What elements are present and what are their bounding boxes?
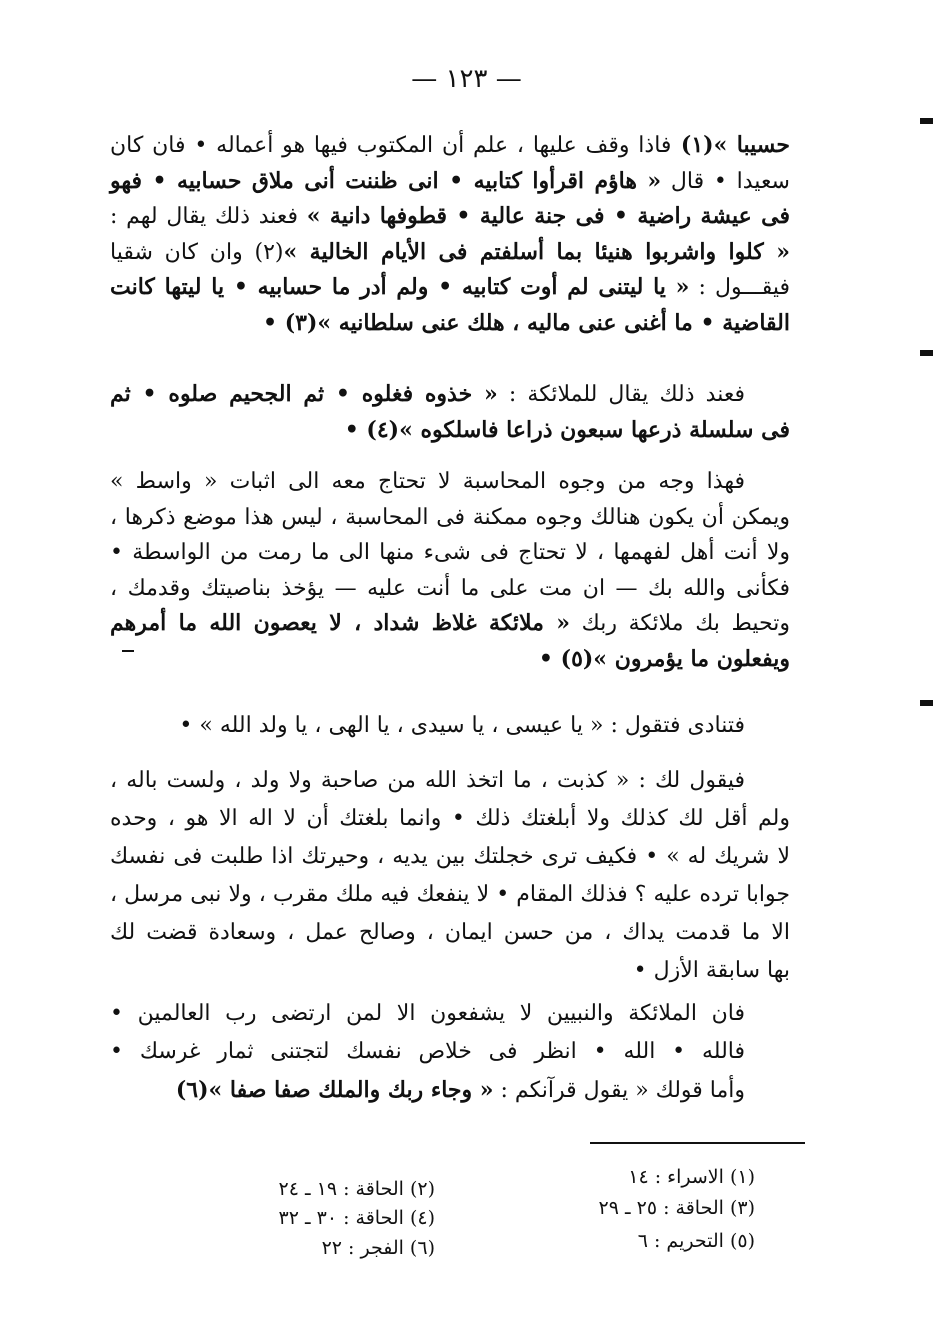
text-line bbox=[110, 1071, 790, 1110]
paragraph bbox=[110, 762, 790, 990]
body-text: سعيدا • قال bbox=[661, 168, 790, 194]
text-line bbox=[110, 995, 790, 1033]
text-line bbox=[110, 876, 790, 914]
body-text: فعند ذلك يقال للملائكة : bbox=[497, 382, 745, 407]
body-text: فان الملائكة والنبيين لا يشفعون الا لمن ارتضى رب العالمين • bbox=[110, 1001, 745, 1026]
body-text: لا شريك له » • فكيف ترى خجلتك بين يديه ، وحيرتك اذا طلبت فى نفسك bbox=[110, 844, 790, 869]
footnote-1: (١) الاسراء : ١٤ bbox=[628, 1166, 755, 1188]
body-text: فاذا وقف عليها ، علم أن المكتوب فيها هو أعماله • فان كان bbox=[110, 133, 672, 158]
body-text: (٢) وان كان شقيا bbox=[110, 239, 284, 265]
footnote-divider bbox=[590, 1142, 805, 1144]
margin-mark bbox=[920, 350, 933, 356]
footnote-2: (٢) الحاقة : ١٩ ـ ٢٤ bbox=[278, 1178, 435, 1200]
text-line bbox=[110, 606, 790, 642]
body-text: ويمكن أن يكون هنالك وجوه ممكنة فى المحاسبة ، ليس هذا موضع ذكرها ، bbox=[110, 504, 790, 530]
paragraph bbox=[110, 377, 790, 448]
footnote-4: (٤) الحاقة : ٣٠ ـ ٣٢ bbox=[278, 1207, 435, 1229]
paragraph bbox=[110, 464, 790, 677]
body-text: وتحيط بك ملائكة ربك bbox=[570, 611, 791, 636]
quran-quote-text: ويفعلون ما يؤمرون »(٥) • bbox=[538, 645, 790, 672]
text-line bbox=[110, 464, 790, 500]
quran-quote-text: « ملائكة غلاظ شداد ، لا يعصون الله ما أمرهم bbox=[110, 610, 571, 636]
quran-quote-text: فى عيشة راضية • فى جنة عالية • قطوفها دانية » bbox=[306, 203, 790, 229]
footnote-3: (٣) الحاقة : ٢٥ ـ ٢٩ bbox=[598, 1197, 755, 1219]
text-line bbox=[110, 642, 790, 678]
footnote-6: (٦) الفجر : ٢٢ bbox=[321, 1237, 435, 1259]
margin-mark bbox=[920, 118, 933, 124]
footnote-5: (٥) التحريم : ٦ bbox=[637, 1230, 755, 1252]
body-text: ولا أنت أهل لفهمها ، لا تحتاج فى شىء منها الى ما رمت من الواسطة • bbox=[110, 540, 790, 565]
quran-quote-text: « خذوه فغلوه • ثم الجحيم صلوه • ثم bbox=[110, 381, 498, 407]
paragraph bbox=[110, 708, 790, 744]
quran-quote-text: « كلوا واشربوا هنيئا بما أسلفتم فى الأيام الخالية » bbox=[283, 238, 790, 265]
print-tick bbox=[122, 650, 134, 652]
page-number: — ١٢٣ — bbox=[411, 64, 522, 94]
paragraph bbox=[110, 995, 790, 1110]
quran-quote-text: فى سلسلة ذرعها سبعون ذراعا فاسلكوه »(٤) • bbox=[344, 416, 790, 443]
text-line bbox=[110, 800, 790, 838]
text-line bbox=[110, 500, 790, 536]
margin-mark bbox=[920, 700, 933, 706]
quran-quote-text: « هاؤم اقرأوا كتابيه • انى ظننت أنى ملاق حسابيه • فهو bbox=[110, 167, 662, 194]
text-line bbox=[110, 571, 790, 607]
text-line bbox=[110, 914, 790, 952]
quran-quote-text: « وجاء ربك والملك صفا صفا »(٦) bbox=[175, 1077, 494, 1103]
text-line bbox=[110, 235, 790, 271]
quran-quote-text: القاضية • ما أغنى عنى ماليه ، هلك عنى سلطانيه »(٣) • bbox=[262, 309, 790, 336]
text-line bbox=[110, 270, 790, 306]
body-text: فيقول لك : « كذبت ، ما اتخذ الله من صاحبة ولا ولد ، ولست باله ، bbox=[110, 768, 745, 793]
text-line bbox=[110, 128, 790, 164]
quran-quote-text: حسيبا »(١) bbox=[671, 132, 791, 158]
text-line bbox=[110, 377, 790, 413]
body-text: ولم أقل لك كذلك ولا أبلغتك ذلك • وانما بلغتك أن لا اله الا هو ، وحده bbox=[110, 806, 790, 831]
body-text: فهذا وجه من وجوه المحاسبة لا تحتاج معه الى اثبات « واسط » bbox=[110, 469, 745, 494]
body-text: فتنادى فتقول : « يا عيسى ، يا سيدى ، يا الهى ، يا ولد الله » • bbox=[179, 713, 745, 738]
text-line bbox=[110, 708, 790, 744]
body-text: فعند ذلك يقال لهم : bbox=[110, 204, 307, 229]
body-text: فيقـــول : bbox=[689, 275, 790, 300]
text-line bbox=[110, 1033, 790, 1071]
body-text: جوابا ترده عليه ؟ فذلك المقام • لا ينفعك فيه ملك مقرب ، ولا نبى مرسل ، bbox=[110, 882, 790, 907]
body-text: فالله • الله • انظر فى خلاص نفسك لتجتنى ثمار غرسك • bbox=[110, 1039, 745, 1064]
text-line bbox=[110, 838, 790, 876]
body-text: الا ما قدمت يداك ، من حسن ايمان ، وصالح عمل ، وسعادة قضت لك bbox=[110, 920, 790, 945]
text-line bbox=[110, 199, 790, 235]
body-text: وأما قولك « يقول قرآنكم : bbox=[493, 1078, 745, 1103]
body-text: بها سابقة الأزل • bbox=[633, 958, 790, 983]
text-line bbox=[110, 952, 790, 990]
text-line bbox=[110, 535, 790, 571]
quran-quote-text: « يا ليتنى لم أوت كتابيه • ولم أدر ما حسابيه • يا ليتها كانت bbox=[110, 274, 690, 300]
text-line bbox=[110, 306, 790, 342]
text-line bbox=[110, 413, 790, 449]
paragraph bbox=[110, 128, 790, 341]
body-text: فكأنى والله بك — ان مت على ما أنت عليه — يؤخذ بناصيتك وقدمك ، bbox=[110, 575, 790, 601]
text-line bbox=[110, 762, 790, 800]
text-line bbox=[110, 164, 790, 200]
